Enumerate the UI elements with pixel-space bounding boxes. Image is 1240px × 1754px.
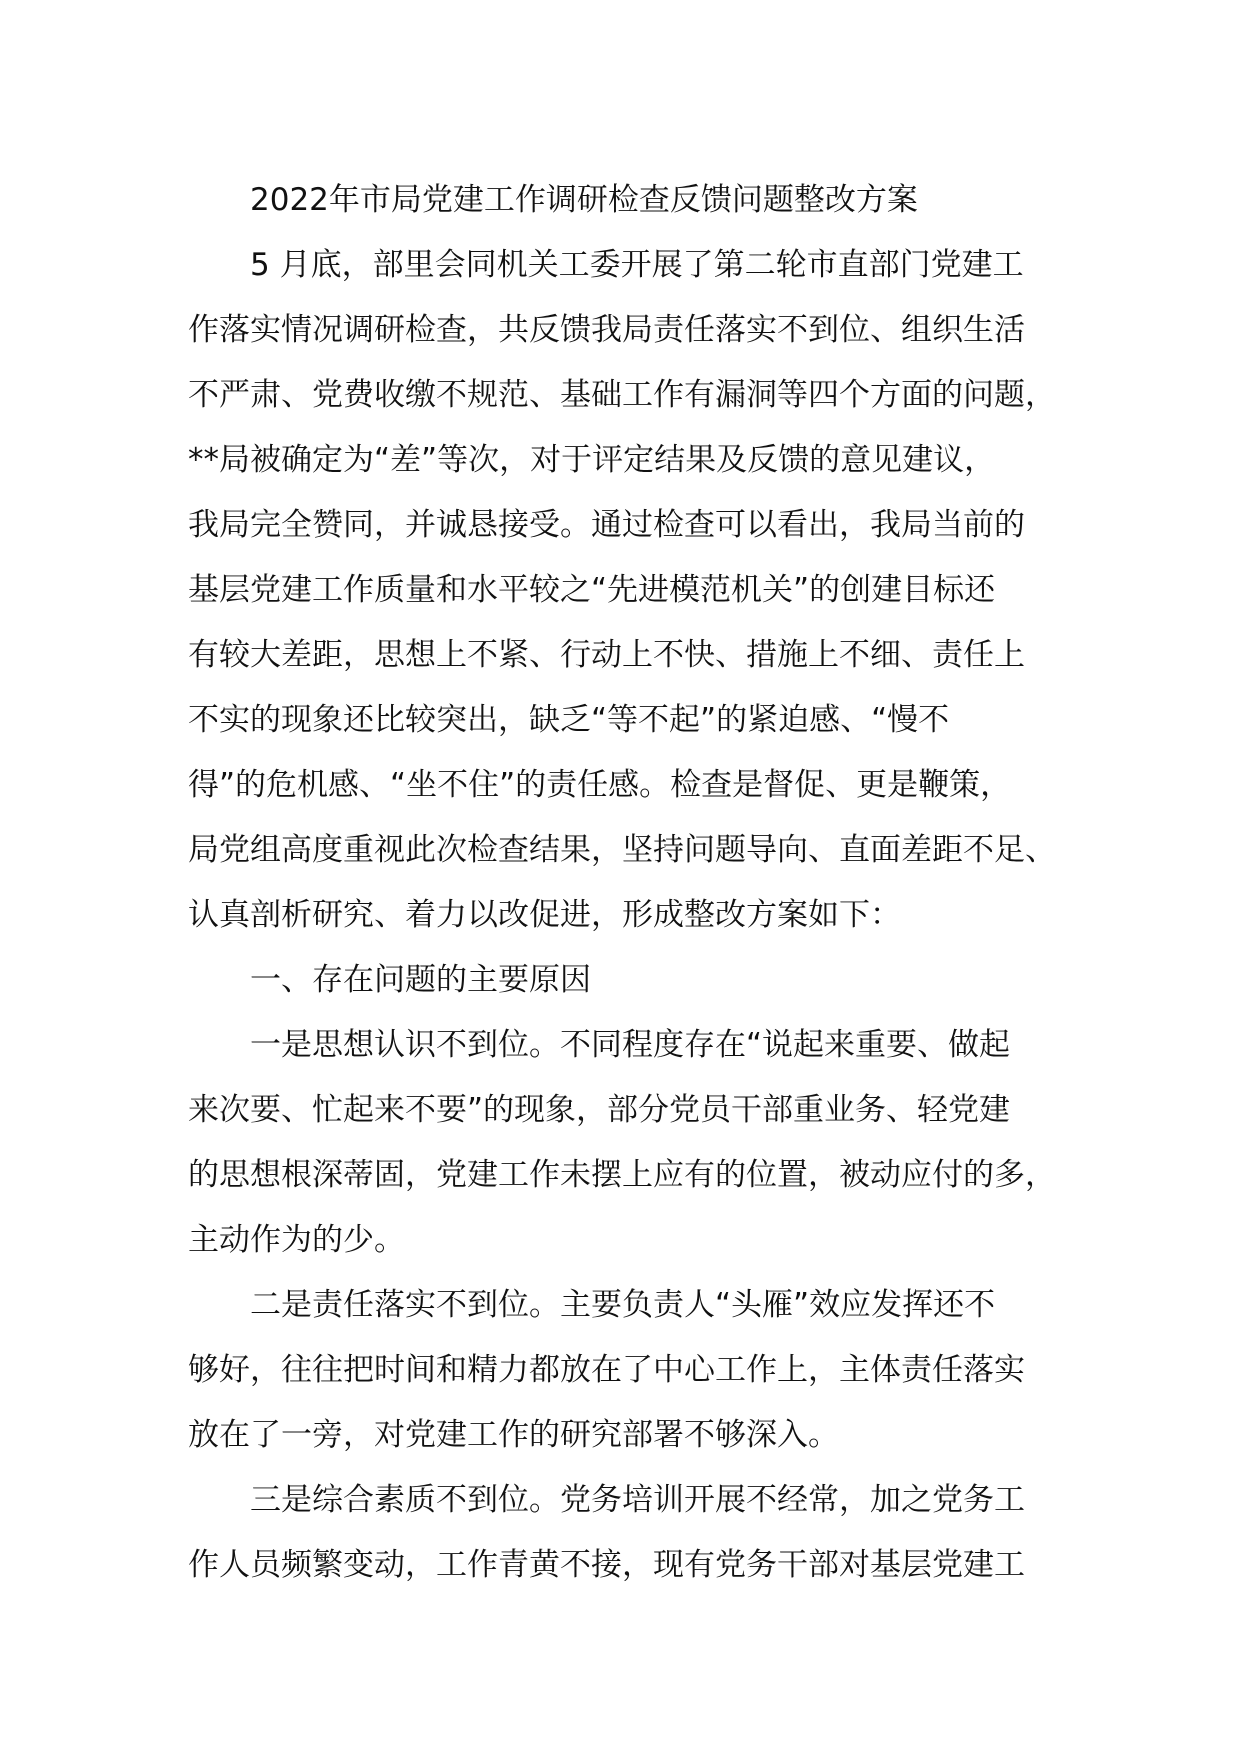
paragraph-line: 主动作为的少。 [188, 1222, 405, 1258]
document-body [188, 168, 1083, 1598]
paragraph-line: 一是思想认识不到位。不同程度存在“说起来重要、做起 [250, 1027, 1011, 1063]
paragraph-line: 我局完全赞同，并诚恳接受。通过检查可以看出，我局当前的 [188, 507, 1025, 543]
document-title: 2022年市局党建工作调研检查反馈问题整改方案 [250, 182, 918, 218]
paragraph-line: 有较大差距，思想上不紧、行动上不快、措施上不细、责任上 [188, 637, 1025, 673]
paragraph-line: 基层党建工作质量和水平较之“先进模范机关”的创建目标还 [188, 572, 996, 608]
paragraph-line: 不严肃、党费收缴不规范、基础工作有漏洞等四个方面的问题， [188, 377, 1056, 413]
paragraph-line: 作人员频繁变动，工作青黄不接，现有党务干部对基层党建工 [188, 1547, 1025, 1583]
paragraph-line: **局被确定为“差”等次，对于评定结果及反馈的意见建议， [188, 442, 996, 478]
paragraph-line: 二是责任落实不到位。主要负责人“头雁”效应发挥还不 [250, 1287, 996, 1323]
paragraph-line: 得”的危机感、“坐不住”的责任感。检查是督促、更是鞭策， [188, 767, 1012, 803]
paragraph-line: 放在了一旁，对党建工作的研究部署不够深入。 [188, 1417, 839, 1453]
paragraph-line: 的思想根深蒂固，党建工作未摆上应有的位置，被动应付的多， [188, 1157, 1056, 1193]
paragraph-line: 局党组高度重视此次检查结果，坚持问题导向、直面差距不足、 [188, 832, 1056, 868]
paragraph-line: 三是综合素质不到位。党务培训开展不经常，加之党务工 [250, 1482, 1025, 1518]
section-heading: 一、存在问题的主要原因 [250, 962, 591, 998]
paragraph-line: 认真剖析研究、着力以改促进，形成整改方案如下： [188, 897, 901, 933]
paragraph-line: 5 月底，部里会同机关工委开展了第二轮市直部门党建工 [250, 247, 1024, 283]
paragraph-line: 不实的现象还比较突出，缺乏“等不起”的紧迫感、“慢不 [188, 702, 950, 738]
paragraph-line: 够好，往往把时间和精力都放在了中心工作上，主体责任落实 [188, 1352, 1025, 1388]
paragraph-line: 来次要、忙起来不要”的现象，部分党员干部重业务、轻党建 [188, 1092, 1011, 1128]
paragraph-line: 作落实情况调研检查，共反馈我局责任落实不到位、组织生活 [188, 312, 1025, 348]
